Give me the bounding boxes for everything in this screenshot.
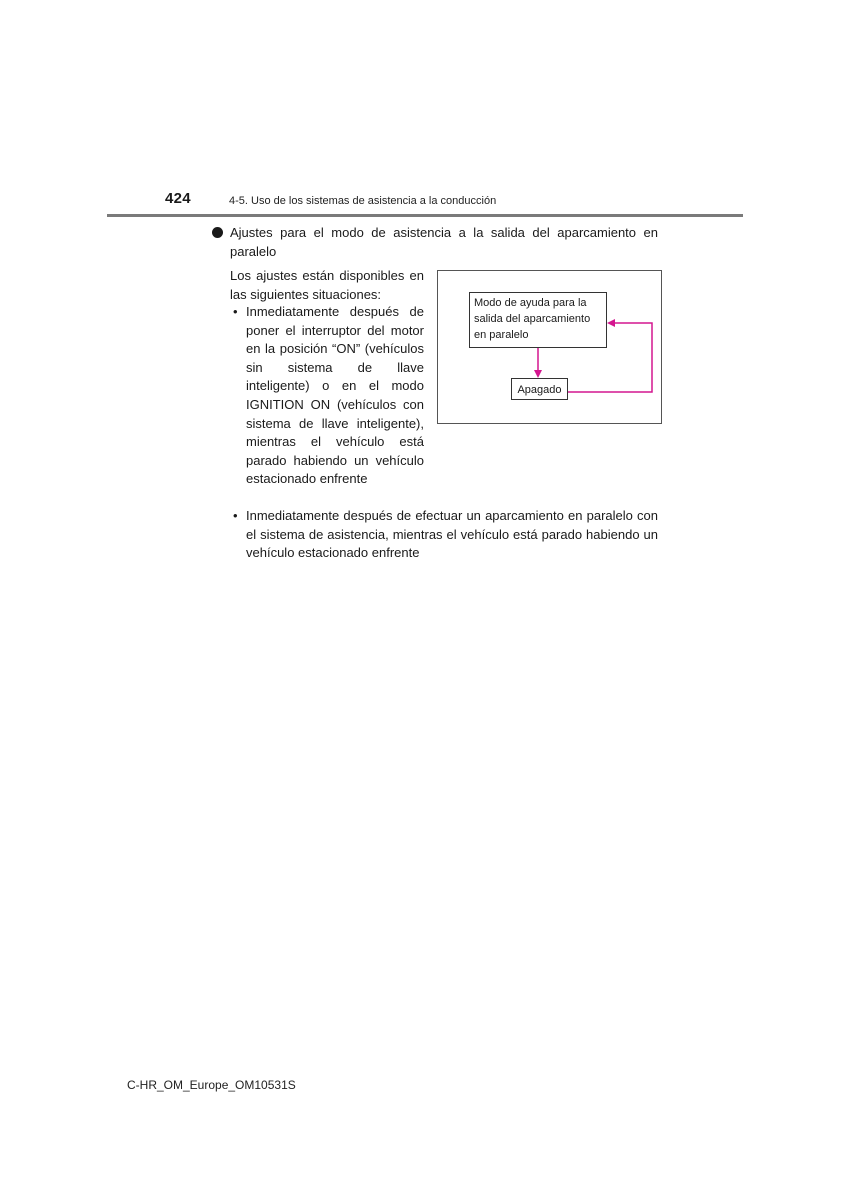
list-bullet-icon: • <box>233 508 238 523</box>
document-code: C-HR_OM_Europe_OM10531S <box>127 1078 296 1092</box>
list-item-text: Inmediatamente después de efectuar un aparcamiento en paralelo con el sistema de asistencia, mientras el vehículo está parado habiendo un vehículo estacionado enfrente <box>246 508 658 561</box>
list-item <box>233 303 424 489</box>
section-heading: Ajustes para el modo de asistencia a la salida del aparcamiento en paralelo <box>230 225 658 259</box>
intro-paragraph: Los ajustes están disponibles en las siguientes situaciones: <box>230 268 424 302</box>
diagram-mode-box: Modo de ayuda para la salida del aparcamiento en paralelo <box>469 292 607 348</box>
section-title: 4-5. Uso de los sistemas de asistencia a la conducción <box>229 195 497 207</box>
list-bullet-icon: • <box>233 304 238 319</box>
list-item-text: Inmediatamente después de poner el interruptor del motor en la posición “ON” (vehículos sin sistema de llave inteligente) o en el modo IGNITION ON (vehículos con sistema de llave inteligente), mientras el vehículo está parado habiendo un vehículo estacionado enfrente <box>246 304 424 487</box>
page-number: 424 <box>165 190 191 207</box>
header-rule <box>107 214 743 217</box>
diagram-off-box: Apagado <box>511 378 568 400</box>
list-item <box>233 507 658 563</box>
bullet-dot-icon <box>212 227 223 238</box>
